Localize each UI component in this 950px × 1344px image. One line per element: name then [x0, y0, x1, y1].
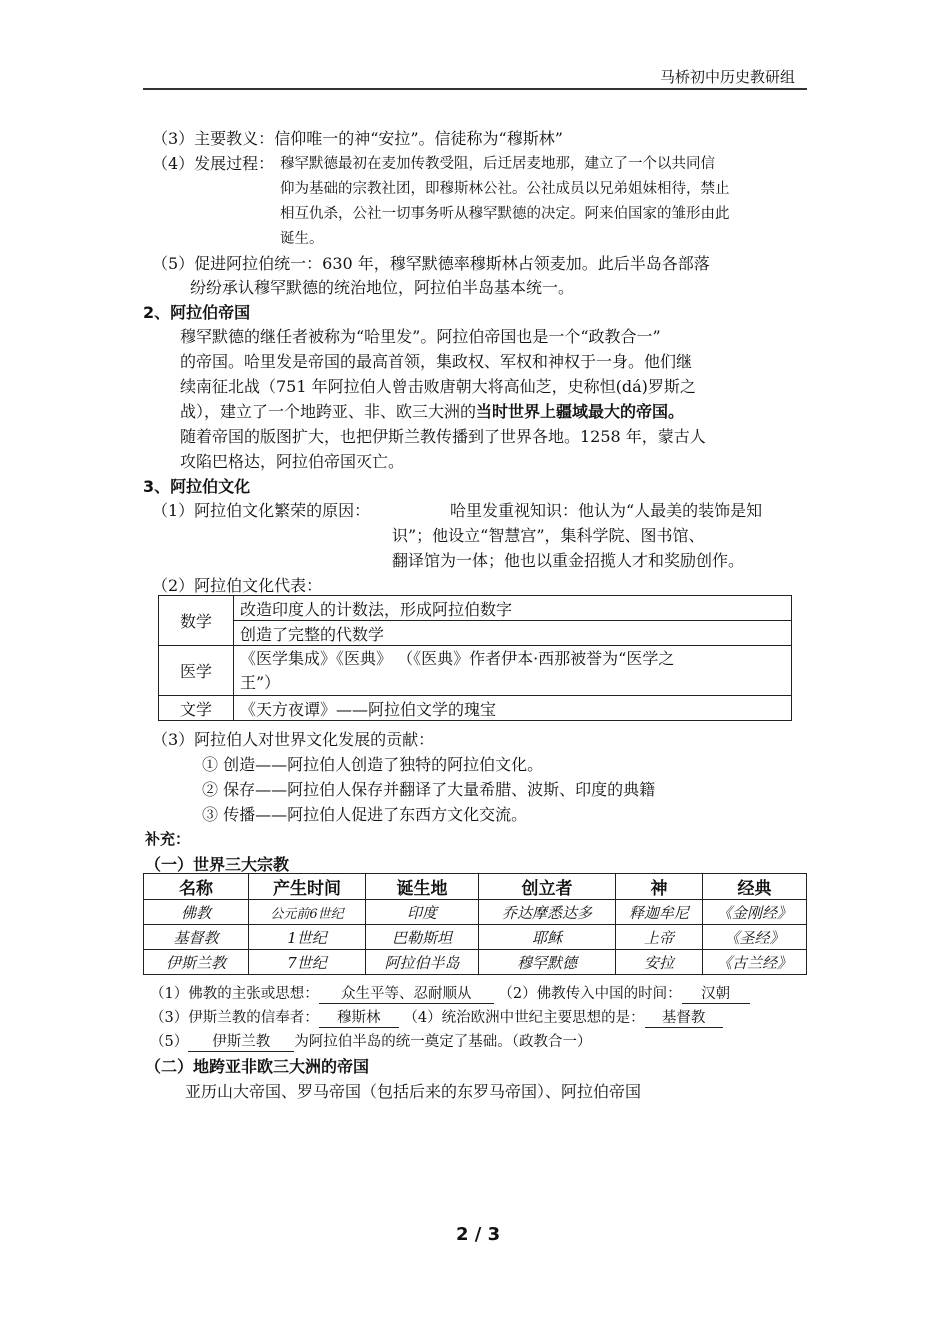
question-3-4 — [150, 1006, 723, 1028]
cat-medicine: 医学 — [159, 646, 234, 696]
question-5 — [150, 1030, 591, 1052]
page-number: 2 / 3 — [456, 1224, 501, 1245]
item3-label: （3）主要教义： — [152, 129, 275, 148]
reason-line: 翻译馆为一体；他也以重金招揽人才和奖励创作。 — [392, 551, 745, 570]
item5-line1: （5）促进阿拉伯统一：630 年，穆罕默德率穆斯林占领麦加。此后半岛各部落 — [152, 254, 710, 273]
cell: 阿拉伯半岛 — [366, 950, 479, 975]
col-header: 产生时间 — [249, 874, 366, 900]
supplement-part2-text: 亚历山大帝国、罗马帝国（包括后来的东罗马帝国）、阿拉伯帝国 — [185, 1082, 642, 1101]
reason-line: 识”；他设立“智慧宫”，集科学院、图书馆、 — [392, 526, 705, 545]
section2-line: 的帝国。哈里发是帝国的最高首领，集政权、军权和神权于一身。他们继 — [180, 352, 693, 371]
cat-literature: 文学 — [159, 696, 234, 721]
contrib-item: ③ 传播——阿拉伯人促进了东西方文化交流。 — [202, 805, 528, 824]
math-item: 创造了完整的代数学 — [234, 621, 792, 646]
cell: 穆罕默德 — [479, 950, 616, 975]
q1-label: （1）佛教的主张或思想： — [150, 986, 319, 1002]
cell: 7世纪 — [249, 950, 366, 975]
supplement-label: 补充： — [145, 830, 191, 848]
contrib-label: （3）阿拉伯人对世界文化发展的贡献： — [152, 730, 435, 749]
q2-label: （2）佛教传入中国的时间： — [498, 986, 682, 1002]
table-row — [144, 950, 807, 975]
religions-table — [143, 873, 807, 975]
section2-line: 续南征北战（751 年阿拉伯人曾击败唐朝大将高仙芝，史称怛(dá)罗斯之 — [180, 377, 696, 396]
cell: 《古兰经》 — [703, 950, 807, 975]
cell: 基督教 — [144, 925, 249, 950]
item3-text: 信仰唯一的神“安拉”。信徒称为“穆斯林” — [274, 129, 563, 148]
q3-label: （3）伊斯兰教的信奉者： — [150, 1010, 319, 1026]
item4-label: （4）发展过程： — [152, 154, 275, 173]
item4-line: 穆罕默德最初在麦加传教受阻，后迁居麦地那，建立了一个以共同信 — [280, 156, 715, 172]
col-header: 神 — [616, 874, 703, 900]
cell: 《金刚经》 — [703, 900, 807, 925]
table-row — [144, 925, 807, 950]
culture-table — [158, 595, 792, 721]
section2-line: 随着帝国的版图扩大，也把伊斯兰教传播到了世界各地。1258 年，蒙古人 — [180, 427, 706, 446]
contrib-item: ① 创造——阿拉伯人创造了独特的阿拉伯文化。 — [202, 755, 544, 774]
cell: 《圣经》 — [703, 925, 807, 950]
section2-line: 穆罕默德的继任者被称为“哈里发”。阿拉伯帝国也是一个“政教合一” — [180, 327, 661, 346]
cell: 伊斯兰教 — [144, 950, 249, 975]
reason-label: （1）阿拉伯文化繁荣的原因： — [152, 501, 371, 520]
question-1-2 — [150, 982, 750, 1004]
reason-line: 哈里发重视知识：他认为“人最美的装饰是知 — [450, 501, 763, 520]
col-header: 经典 — [703, 874, 807, 900]
header-org: 马桥初中历史教研组 — [660, 68, 796, 86]
col-header: 名称 — [144, 874, 249, 900]
q4-label: （4）统治欧洲中世纪主要思想的是： — [403, 1010, 645, 1026]
q1-answer: 众生平等、忍耐顺从 — [319, 982, 494, 1004]
cell: 巴勒斯坦 — [366, 925, 479, 950]
q4-answer: 基督教 — [645, 1006, 723, 1028]
rep-label: （2）阿拉伯文化代表： — [152, 576, 323, 595]
item4-line: 相互仇杀，公社一切事务听从穆罕默德的决定。阿来伯国家的雏形由此 — [280, 206, 730, 222]
cat-math: 数学 — [159, 596, 234, 646]
cell: 释迦牟尼 — [616, 900, 703, 925]
cell: 上帝 — [616, 925, 703, 950]
table-row — [144, 900, 807, 925]
q5-prefix: （5） — [150, 1034, 189, 1050]
supplement-part1-title: （一）世界三大宗教 — [145, 855, 290, 874]
section2-line4-text: 战），建立了一个地跨亚、非、欧三大洲的 — [180, 402, 477, 421]
contrib-item: ② 保存——阿拉伯人保存并翻译了大量希腊、波斯、印度的典籍 — [202, 780, 656, 799]
math-item: 改造印度人的计数法，形成阿拉伯数字 — [234, 596, 792, 621]
item4-line: 诞生。 — [280, 231, 324, 247]
section3-title: 3、阿拉伯文化 — [143, 477, 251, 496]
item4-line: 仰为基础的宗教社团，即穆斯林公社。公社成员以兄弟姐妹相待，禁止 — [280, 181, 730, 197]
col-header: 诞生地 — [366, 874, 479, 900]
cell: 乔达摩悉达多 — [479, 900, 616, 925]
q5-suffix: 为阿拉伯半岛的统一奠定了基础。（政教合一） — [294, 1034, 592, 1050]
medicine-line1: 《医学集成》《医典》 （《医典》作者伊本·西那被誉为“医学之 — [240, 648, 675, 668]
section2-line4 — [180, 399, 684, 422]
q2-answer: 汉朝 — [682, 982, 750, 1004]
header-divider — [143, 88, 807, 90]
item3 — [152, 126, 563, 149]
section2-title: 2、阿拉伯帝国 — [143, 303, 251, 322]
section2-line: 攻陷巴格达，阿拉伯帝国灭亡。 — [180, 452, 405, 471]
cell: 印度 — [366, 900, 479, 925]
q5-answer: 伊斯兰教 — [188, 1030, 294, 1052]
q3-answer: 穆斯林 — [319, 1006, 399, 1028]
cell: 耶稣 — [479, 925, 616, 950]
cell: 佛教 — [144, 900, 249, 925]
cell: 安拉 — [616, 950, 703, 975]
supplement-part2-title: （二）地跨亚非欧三大洲的帝国 — [145, 1057, 370, 1076]
item5-line2: 纷纷承认穆罕默德的统治地位，阿拉伯半岛基本统一。 — [190, 278, 575, 297]
medicine-item — [234, 646, 792, 696]
literature-item: 《天方夜谭》——阿拉伯文学的瑰宝 — [234, 696, 792, 721]
section2-highlight: 当时世界上疆域最大的帝国。 — [476, 402, 685, 421]
cell: 公元前6世纪 — [249, 900, 366, 925]
medicine-line2: 王”） — [240, 672, 281, 692]
col-header: 创立者 — [479, 874, 616, 900]
cell: 1世纪 — [249, 925, 366, 950]
